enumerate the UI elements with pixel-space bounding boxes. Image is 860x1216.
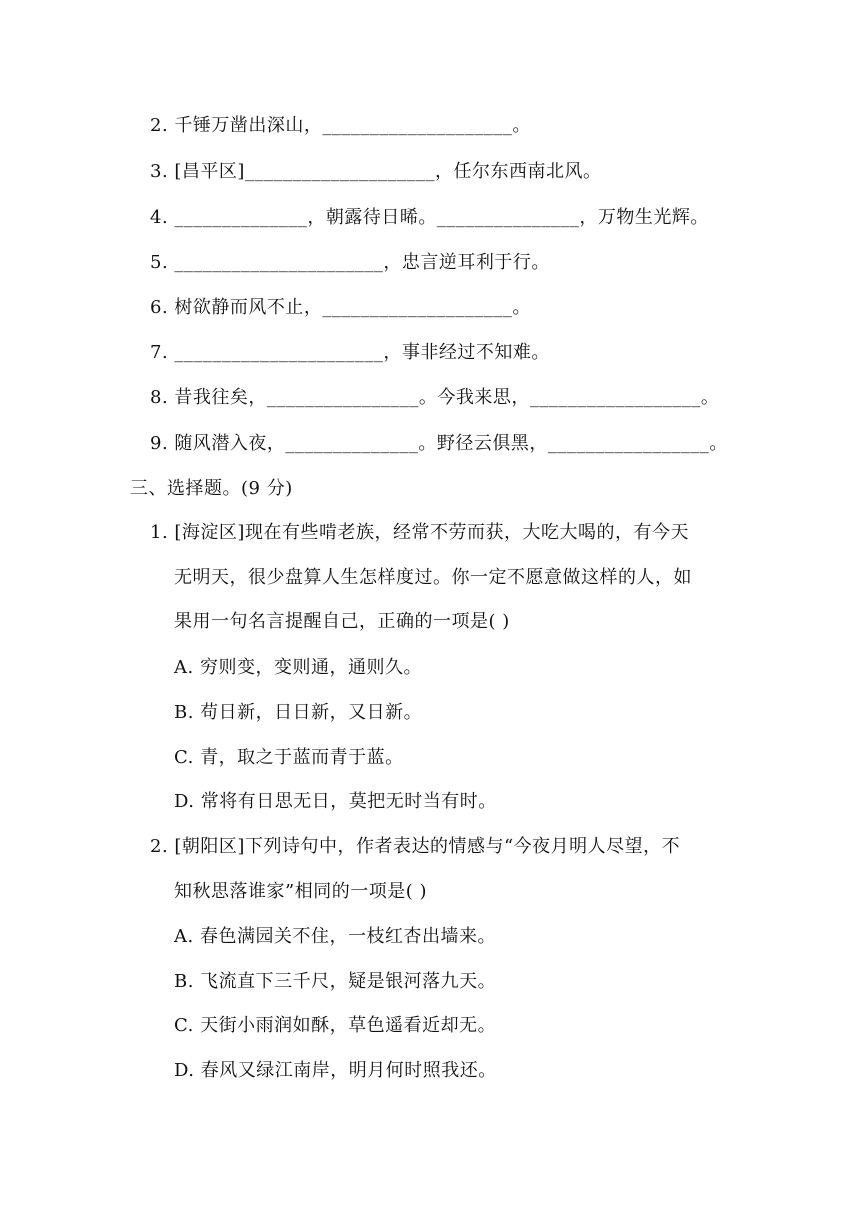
- fill-in-item-7: 7. ______________________，事非经过不知难。: [150, 342, 550, 363]
- question-2-option-a: A. 春色满园关不住，一枝红杏出墙来。: [174, 926, 496, 947]
- fill-in-item-6: 6. 树欲静而风不止，____________________。: [150, 297, 531, 318]
- fill-in-item-3: 3. [昌平区]____________________，任尔东西南北风。: [150, 161, 602, 182]
- question-2-option-b: B. 飞流直下三千尺，疑是银河落九天。: [174, 971, 497, 992]
- question-1-option-b: B. 苟日新，日日新，又日新。: [174, 702, 423, 723]
- fill-in-item-2: 2. 千锤万凿出深山，____________________。: [150, 115, 531, 136]
- fill-in-item-8: 8. 昔我往矣，________________。今我来思，__________________。: [150, 387, 720, 408]
- question-1-stem-line-3: 果用一句名言提醒自己，正确的一项是( ): [174, 611, 510, 632]
- question-1-option-d: D. 常将有日思无日，莫把无时当有时。: [174, 791, 497, 812]
- fill-in-item-4: 4. ______________，朝露待日晞。_______________，万物生光辉。: [150, 207, 709, 228]
- fill-in-item-9: 9. 随风潜入夜，______________。野径云俱黑，_________________。: [150, 433, 728, 454]
- question-2-stem-line-1: 2. [朝阳区]下列诗句中，作者表达的情感与“今夜月明人尽望，不: [150, 836, 681, 857]
- fill-in-item-5: 5. ______________________，忠言逆耳利于行。: [150, 252, 550, 273]
- question-1-option-a: A. 穷则变，变则通，通则久。: [174, 657, 422, 678]
- question-2-option-d: D. 春风又绿江南岸，明月何时照我还。: [174, 1060, 497, 1081]
- question-1-stem-line-1: 1. [海淀区]现在有些啃老族，经常不劳而获，大吃大喝的，有今天: [150, 522, 689, 543]
- question-1-option-c: C. 青，取之于蓝而青于蓝。: [174, 747, 404, 768]
- question-1-stem-line-2: 无明天，很少盘算人生怎样度过。你一定不愿意做这样的人，如: [174, 567, 692, 588]
- section-heading: 三、选择题。(9 分): [130, 478, 293, 499]
- question-2-stem-line-2: 知秋思落谁家”相同的一项是( ): [174, 881, 427, 902]
- question-2-option-c: C. 天街小雨润如酥，草色遥看近却无。: [174, 1015, 497, 1036]
